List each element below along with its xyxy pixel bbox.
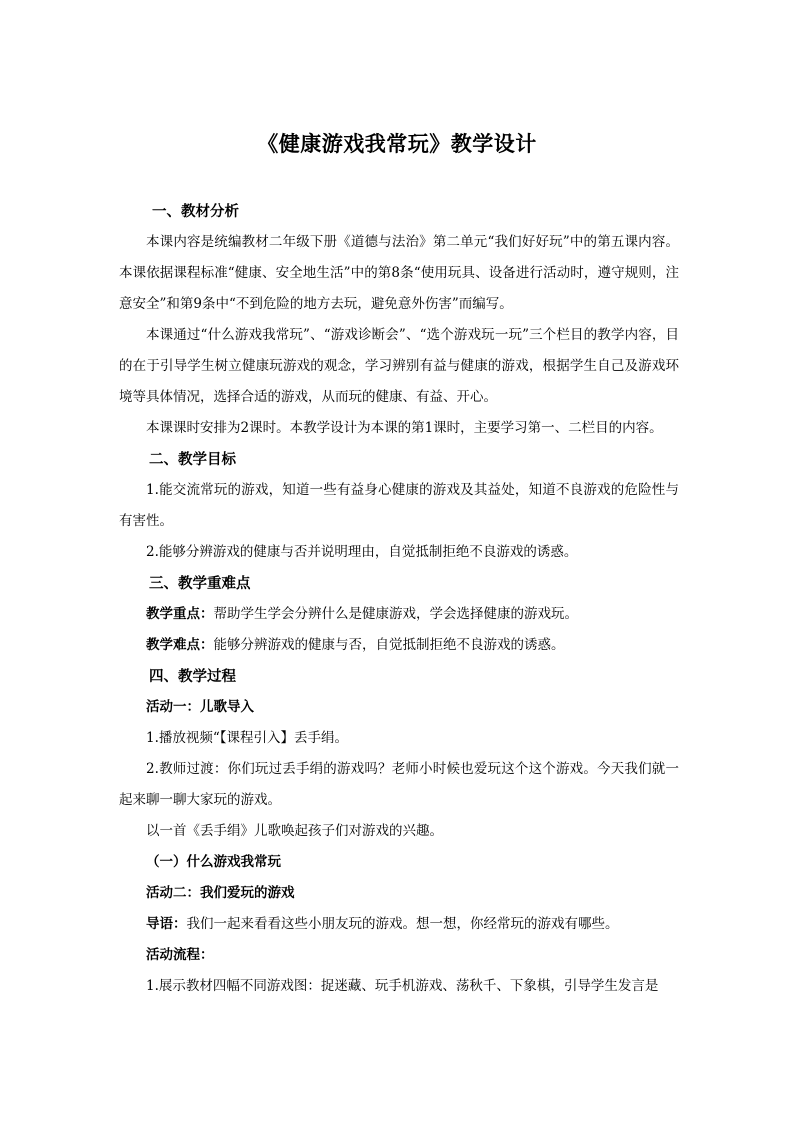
key-point-label: 教学重点： — [146, 606, 214, 622]
activity-heading: 活动一：儿歌导入 — [146, 699, 254, 715]
guide-text: 我们一起来看看这些小朋友玩的游戏。想一想，你经常玩的游戏有哪些。 — [186, 916, 619, 932]
paragraph: 1.播放视频“【课程引入】丢手绢。 — [146, 730, 349, 746]
paragraph: 2.教师过渡：你们玩过丢手绢的游戏吗？老师小时候也爱玩这个这个游戏。今天我们就一起来聊一聊大家玩的游戏。 — [119, 761, 679, 808]
section-heading-process: 四、教学过程 — [149, 668, 236, 685]
section-heading-analysis: 一、教材分析 — [152, 203, 239, 220]
paragraph: 以一首《丢手绢》儿歌唤起孩子们对游戏的兴趣。 — [146, 823, 443, 839]
document-body — [119, 196, 679, 1002]
section-heading-goals: 二、教学目标 — [149, 451, 236, 468]
paragraph — [119, 630, 679, 661]
guide-label: 导语： — [146, 916, 187, 932]
key-point-text: 帮助学生学会分辨什么是健康游戏，学会选择健康的游戏玩。 — [213, 606, 578, 622]
paragraph: 1.能交流常玩的游戏，知道一些有益身心健康的游戏及其益处，知道不良游戏的危险性与有害性。 — [119, 482, 679, 529]
flow-label: 活动流程： — [146, 947, 214, 963]
paragraph: 本课通过“什么游戏我常玩”、“游戏诊断会”、“选个游戏玩一玩”三个栏目的教学内容，目的在于引导学生树立健康玩游戏的观念，学习辨别有益与健康的游戏，根据学生自己及游戏环境等具体情况，选择合适的游戏，从而玩的健康、有益、开心。 — [119, 327, 679, 405]
paragraph: 本课课时安排为2课时。本教学设计为本课的第1课时，主要学习第一、二栏目的内容。 — [146, 420, 663, 436]
difficulty-text: 能够分辨游戏的健康与否，自觉抵制拒绝不良游戏的诱惑。 — [213, 637, 565, 653]
subsection-heading: （一）什么游戏我常玩 — [146, 854, 281, 870]
difficulty-label: 教学难点： — [146, 637, 214, 653]
document-title: 《健康游戏我常玩》教学设计 — [257, 131, 537, 156]
paragraph — [119, 599, 679, 630]
paragraph — [119, 909, 679, 940]
paragraph: 2.能够分辨游戏的健康与否并说明理由，自觉抵制拒绝不良游戏的诱惑。 — [146, 544, 578, 560]
section-heading-key-points: 三、教学重难点 — [149, 575, 251, 592]
paragraph: 1.展示教材四幅不同游戏图：捉迷藏、玩手机游戏、荡秋千、下象棋，引导学生发言是 — [146, 978, 659, 994]
paragraph: 本课内容是统编教材二年级下册《道德与法治》第二单元“我们好好玩”中的第五课内容。本课依据课程标准“健康、安全地生活”中的第8条“使用玩具、设备进行活动时，遵守规则，注意安全”和第9条中“不到危险的地方去玩，避免意外伤害”而编写。 — [119, 234, 679, 312]
activity-heading: 活动二：我们爱玩的游戏 — [146, 885, 295, 901]
